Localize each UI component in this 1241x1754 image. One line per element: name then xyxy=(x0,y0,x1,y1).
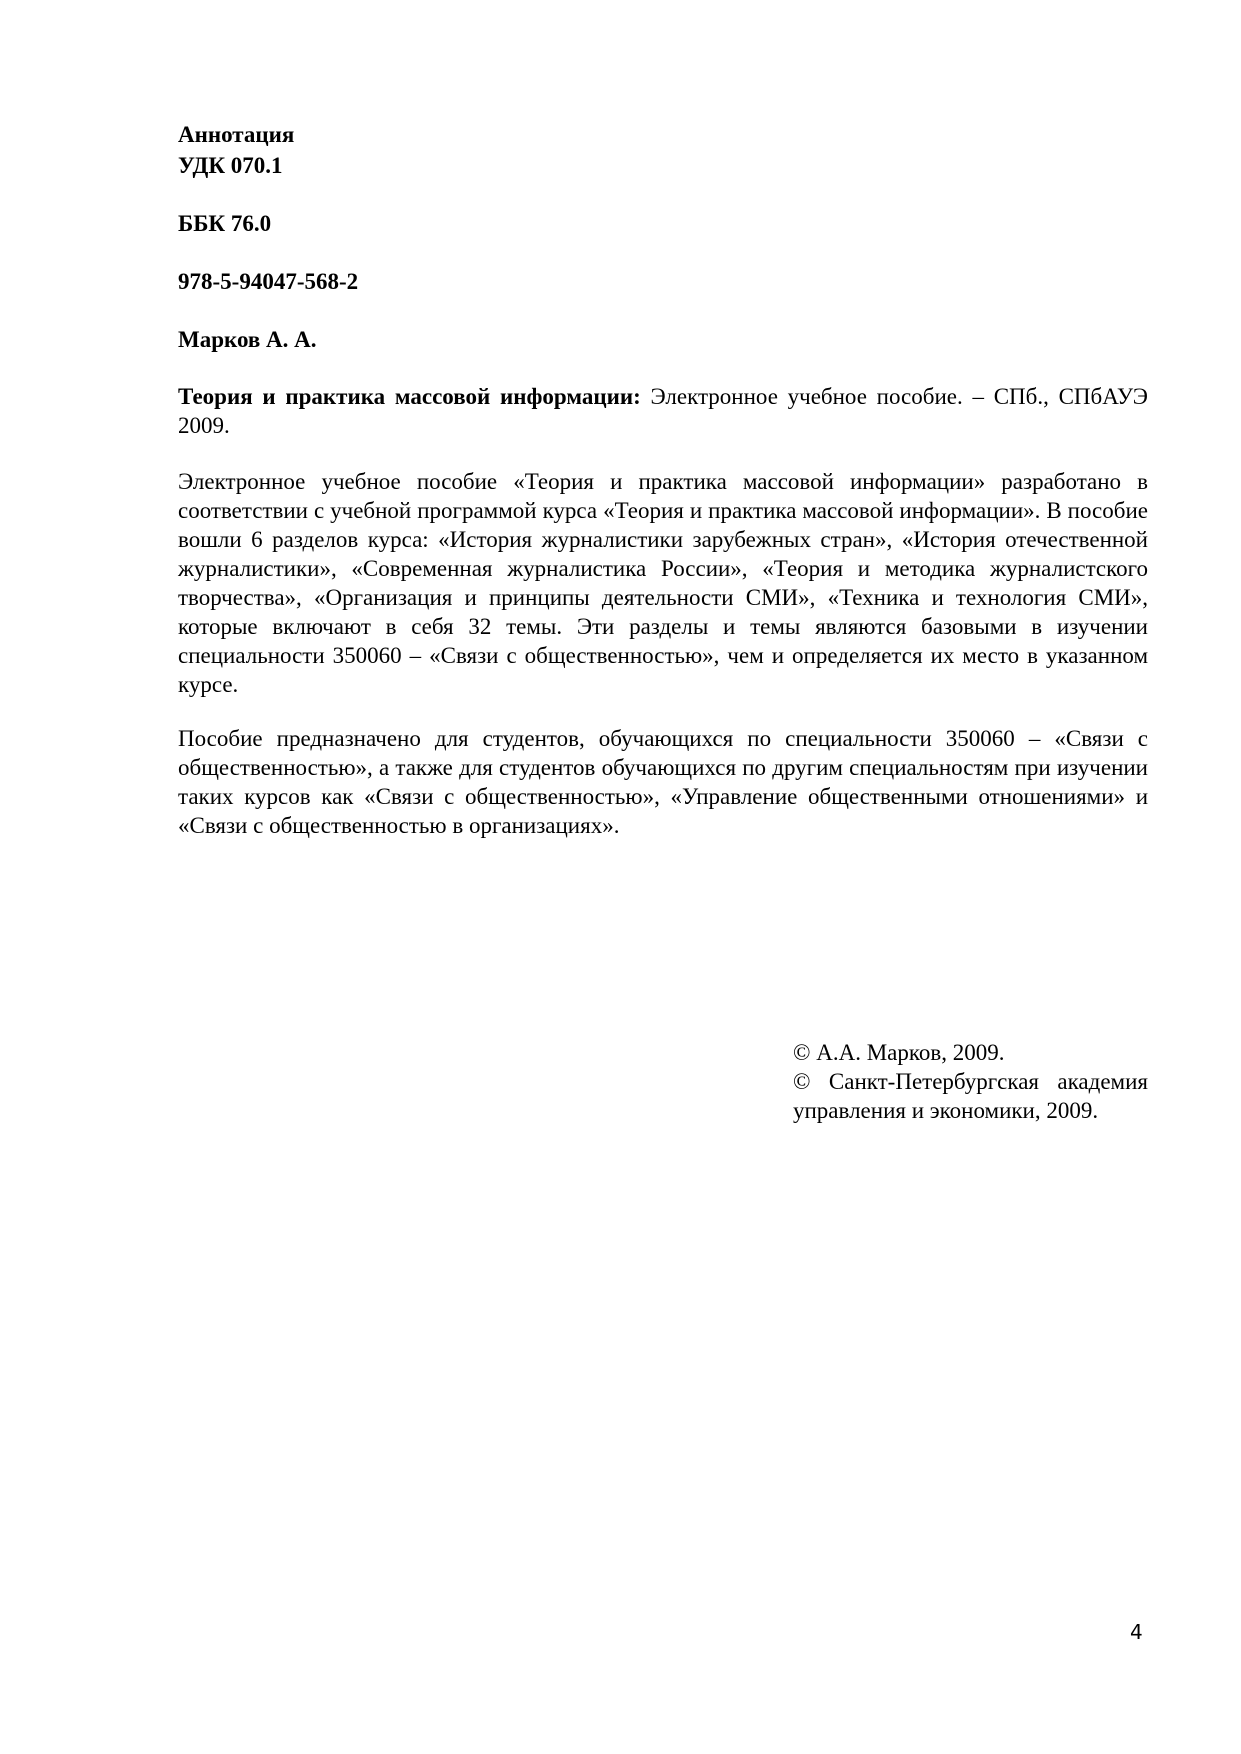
udk-code: УДК 070.1 xyxy=(178,153,283,178)
copyright-author: © А.А. Марков, 2009. xyxy=(793,1040,1005,1065)
publication-info: Электронное учебное пособие. – СПб., СПбАУЭ 2009. xyxy=(178,384,1148,438)
author-name: Марков А. А. xyxy=(178,327,317,352)
copyright-academy: © Санкт-Петербургская академия управления и экономики, 2009. xyxy=(793,1069,1148,1123)
purpose-paragraph: Пособие предназначено для студентов, обучающихся по специальности 350060 – «Связи с общественностью», а также для студентов обучающихся по другим специальностям при изучении таких курсов как «Связи с общественностью», «Управление общественными отношениями» и «Связи с общественностью в организациях». xyxy=(178,726,1148,838)
isbn-code: 978-5-94047-568-2 xyxy=(178,269,359,294)
bbk-code: ББК 76.0 xyxy=(178,211,272,236)
page-number: 4 xyxy=(1130,1620,1143,1644)
bibliographic-entry xyxy=(178,382,1148,440)
description-paragraph: Электронное учебное пособие «Теория и практика массовой информации» разработано в соответствии с учебной программой курса «Теория и практика массовой информации». В пособие вошли 6 разделов курса: «История журналистики зарубежных стран», «История отечественной журналистики», «Современная журналистика России», «Теория и методика журналистского творчества», «Организация и принципы деятельности СМИ», «Техника и технология СМИ», которые включают в себя 32 темы. Эти разделы и темы являются базовыми в изучении специальности 350060 – «Связи с общественностью», чем и определяется их место в указанном курсе. xyxy=(178,469,1148,697)
annotation-heading: Аннотация xyxy=(178,122,295,147)
book-title: Теория и практика массовой информации: xyxy=(178,384,641,409)
